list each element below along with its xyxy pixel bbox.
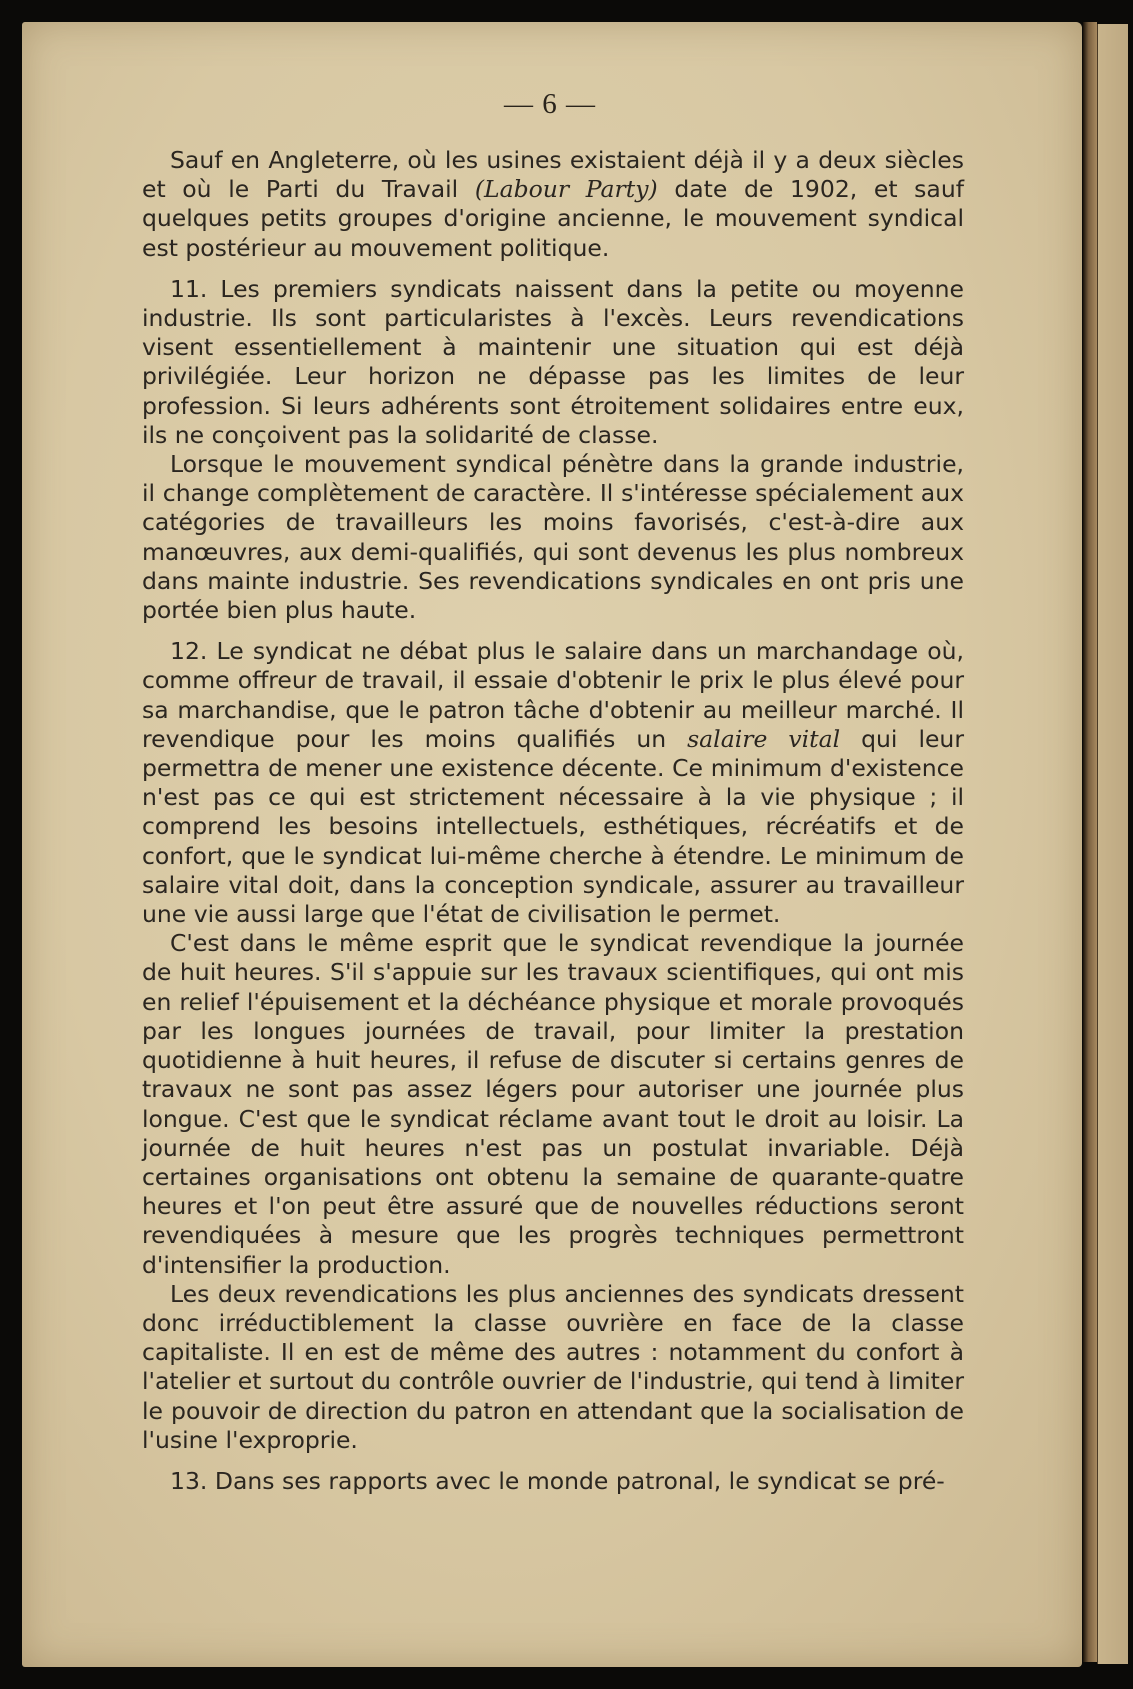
paragraph-12 (142, 637, 964, 929)
paragraph-13: 13. Dans ses rapports avec le monde patronal, le syndicat se pré- (170, 1466, 945, 1495)
page-number: — 6 — (504, 88, 596, 120)
paragraph-12-text-b: qui leur permettra de mener une existence décente. Ce minimum d'existence n'est pas ce qui est strictement nécessaire à la vie physique ; il comprend les besoins intellectuels, esthétiques, récréatifs et de confort, que le syndicat lui-même cherche à étendre. Le minimum de salaire vital doit, dans la conception syndicale, assurer au travailleur une vie aussi large que l'état de civilisation le permet. (142, 724, 964, 929)
paragraph-intro-text-b: date de 1902, et sauf quelques petits groupes d'origine ancienne, le mouvement syndical est postérieur au mouvement politique. (142, 175, 964, 262)
paragraph-grande-industrie: Lorsque le mouvement syndical pénètre dans la grande industrie, il change complètement de caractère. Il s'intéresse spécialement aux catégories de travailleurs les moins favorisés, c'est-à-dire aux manœuvres, aux demi-qualifiés, qui sont devenus les plus nombreux dans mainte industrie. Ses revendications syndicales en ont pris une portée bien plus haute. (142, 450, 964, 625)
paragraph-11: 11. Les premiers syndicats naissent dans la petite ou moyenne industrie. Ils sont particularistes à l'excès. Leurs revendications visent essentiellement à maintenir une situation qui est déjà privilégiée. Leur horizon ne dépasse pas les limites de leur profession. Si leurs adhérents sont étroitement solidaires entre eux, ils ne conçoivent pas la solidarité de classe. (142, 274, 964, 449)
paragraph-12-text-a: 12. Le syndicat ne débat plus le salaire dans un marchandage où, comme offreur de travail, il essaie d'obtenir le prix le plus élevé pour sa marchandise, que le patron tâche d'obtenir au meilleur marché. Il revendique pour les moins qualifiés un (142, 637, 964, 753)
labour-party-italic: (Labour Party) (474, 175, 658, 204)
page-fold-shadow (1083, 22, 1097, 1662)
paragraph-intro (142, 146, 964, 263)
salaire-vital-italic: salaire vital (687, 724, 841, 753)
paragraph-intro-text-a: Sauf en Angleterre, où les usines existaient déjà il y a deux siècles et où le Parti du Travail (142, 146, 964, 204)
next-page-edge (1097, 24, 1128, 1664)
paragraph-huit-heures: C'est dans le même esprit que le syndicat revendique la journée de huit heures. S'il s'appuie sur les travaux scientifiques, qui ont mis en relief l'épuisement et la déchéance physique et morale provoqués par les longues journées de travail, pour limiter la prestation quotidienne à huit heures, il refuse de discuter si certains genres de travaux ne sont pas assez légers pour autoriser une journée plus longue. C'est que le syndicat réclame avant tout le droit au loisir. La journée de huit heures n'est pas un postulat invariable. Déjà certaines organisations ont obtenu la semaine de quarante-quatre heures et l'on peut être assuré que de nouvelles réductions seront revendiquées à mesure que les progrès techniques permettront d'intensifier la production. (142, 929, 964, 1279)
body-text (142, 146, 964, 1496)
paragraph-revendications: Les deux revendications les plus anciennes des syndicats dressent donc irréductiblement la classe ouvrière en face de la classe capitaliste. Il en est de même des autres : notamment du confort à l'atelier et surtout du contrôle ouvrier de l'industrie, qui tend à limiter le pouvoir de direction du patron en attendant que la socialisation de l'usine l'exproprie. (142, 1279, 964, 1454)
